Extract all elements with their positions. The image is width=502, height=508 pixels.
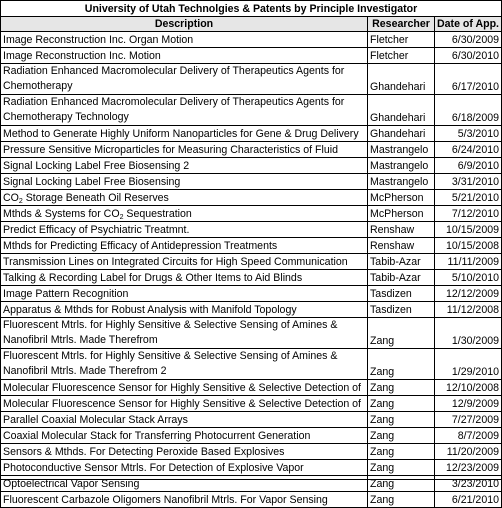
- researcher-cell: Zang: [368, 492, 435, 508]
- table-row: [1, 222, 502, 238]
- description-cell: $CO_2$ Storage Beneath Oil Reserves: [1, 190, 368, 206]
- date-cell: 12/9/2009: [435, 396, 502, 412]
- researcher-cell: Renshaw: [368, 238, 435, 254]
- researcher-cell: Tasdizen: [368, 302, 435, 318]
- researcher-cell: Zang: [368, 380, 435, 396]
- table-row: [1, 254, 502, 270]
- table-row: [1, 190, 502, 206]
- table-row: [1, 174, 502, 190]
- description-cell: Fluorescent Mtrls. for Highly Sensitive & Selective Sensing of Amines & Nanofibril Mtrls. Made Therefrom: [1, 318, 368, 349]
- description-cell: Optoelectrical Vapor Sensing: [1, 476, 368, 492]
- researcher-cell: Zang: [368, 412, 435, 428]
- researcher-cell: Tabib-Azar: [368, 254, 435, 270]
- table-row: [1, 95, 502, 126]
- table-row: [1, 286, 502, 302]
- date-cell: 6/30/2010: [435, 48, 502, 64]
- researcher-cell: Renshaw: [368, 222, 435, 238]
- researcher-cell: Zang: [368, 476, 435, 492]
- date-cell: 12/12/2009: [435, 286, 502, 302]
- researcher-cell: Zang: [368, 444, 435, 460]
- researcher-cell: Zang: [368, 460, 435, 476]
- table-row: [1, 380, 502, 396]
- description-cell: Image Reconstruction Inc. Organ Motion: [1, 32, 368, 48]
- description-cell: Talking & Recording Label for Drugs & Other Items to Aid Blinds: [1, 270, 368, 286]
- date-cell: 5/21/2010: [435, 190, 502, 206]
- date-cell: 6/9/2010: [435, 158, 502, 174]
- description-cell: Image Reconstruction Inc. Motion: [1, 48, 368, 64]
- table-row: [1, 412, 502, 428]
- date-cell: 8/7/2009: [435, 428, 502, 444]
- description-cell: Radiation Enhanced Macromolecular Delivery of Therapeutics Agents for Chemotherapy Technology: [1, 95, 368, 126]
- researcher-cell: Zang: [368, 428, 435, 444]
- column-header-description: Description: [1, 17, 368, 32]
- table-row: [1, 158, 502, 174]
- column-header-date: Date of App.: [435, 17, 502, 32]
- date-cell: 12/23/2009: [435, 460, 502, 476]
- table-row: [1, 428, 502, 444]
- column-header-researcher: Researcher: [368, 17, 435, 32]
- date-cell: 11/12/2008: [435, 302, 502, 318]
- researcher-cell: Mastrangelo: [368, 142, 435, 158]
- description-cell: Transmission Lines on Integrated Circuits for High Speed Communication: [1, 254, 368, 270]
- table-row: [1, 302, 502, 318]
- researcher-cell: Fletcher: [368, 48, 435, 64]
- table-row: [1, 32, 502, 48]
- description-cell: Signal Locking Label Free Biosensing: [1, 174, 368, 190]
- date-cell: 7/27/2009: [435, 412, 502, 428]
- table-row: [1, 349, 502, 380]
- header-row: [1, 17, 502, 32]
- description-cell: Pressure Sensitive Microparticles for Measuring Characteristics of Fluid: [1, 142, 368, 158]
- description-cell: Molecular Fluorescence Sensor for Highly Sensitive & Selective Detection of: [1, 396, 368, 412]
- description-cell: Mthds & Systems for $CO_2$ Sequestration: [1, 206, 368, 222]
- table-row: [1, 318, 502, 349]
- date-cell: 1/29/2010: [435, 349, 502, 380]
- table-row: [1, 142, 502, 158]
- researcher-cell: Ghandehari: [368, 95, 435, 126]
- date-cell: 6/17/2010: [435, 64, 502, 95]
- table-row: [1, 126, 502, 142]
- table-row: [1, 270, 502, 286]
- table-row: [1, 460, 502, 476]
- date-cell: 6/18/2009: [435, 95, 502, 126]
- researcher-cell: Zang: [368, 349, 435, 380]
- date-cell: 11/11/2009: [435, 254, 502, 270]
- description-cell: Parallel Coaxial Molecular Stack Arrays: [1, 412, 368, 428]
- table-row: [1, 64, 502, 95]
- description-cell: Fluorescent Mtrls. for Highly Sensitive & Selective Sensing of Amines & Nanofibril Mtrls. Made Therefrom 2: [1, 349, 368, 380]
- date-cell: 6/21/2010: [435, 492, 502, 508]
- table-row: [1, 444, 502, 460]
- description-cell: Method to Generate Highly Uniform Nanoparticles for Gene & Drug Delivery: [1, 126, 368, 142]
- date-cell: 3/23/2010: [435, 476, 502, 492]
- sheet-title: University of Utah Technolgies & Patents by Principle Investigator: [1, 1, 502, 17]
- date-cell: 1/30/2009: [435, 318, 502, 349]
- researcher-cell: Fletcher: [368, 32, 435, 48]
- table-row: [1, 396, 502, 412]
- date-cell: 5/3/2010: [435, 126, 502, 142]
- researcher-cell: Mastrangelo: [368, 174, 435, 190]
- researcher-cell: Tabib-Azar: [368, 270, 435, 286]
- description-cell: Sensors & Mthds. For Detecting Peroxide Based Explosives: [1, 444, 368, 460]
- description-cell: Coaxial Molecular Stack for Transferring Photocurrent Generation: [1, 428, 368, 444]
- date-cell: 5/10/2010: [435, 270, 502, 286]
- description-cell: Image Pattern Recognition: [1, 286, 368, 302]
- date-cell: 7/12/2010: [435, 206, 502, 222]
- researcher-cell: McPherson: [368, 190, 435, 206]
- date-cell: 12/10/2008: [435, 380, 502, 396]
- date-cell: 10/15/2008: [435, 238, 502, 254]
- researcher-cell: Tasdizen: [368, 286, 435, 302]
- researcher-cell: McPherson: [368, 206, 435, 222]
- researcher-cell: Zang: [368, 396, 435, 412]
- researcher-cell: Ghandehari: [368, 64, 435, 95]
- description-cell: Apparatus & Mthds for Robust Analysis with Manifold Topology: [1, 302, 368, 318]
- description-cell: Radiation Enhanced Macromolecular Delivery of Therapeutics Agents for Chemotherapy: [1, 64, 368, 95]
- table-row: [1, 206, 502, 222]
- date-cell: 6/30/2009: [435, 32, 502, 48]
- researcher-cell: Ghandehari: [368, 126, 435, 142]
- researcher-cell: Mastrangelo: [368, 158, 435, 174]
- description-cell: Predict Efficacy of Psychiatric Treatmnt.: [1, 222, 368, 238]
- date-cell: 11/20/2009: [435, 444, 502, 460]
- researcher-cell: Zang: [368, 318, 435, 349]
- date-cell: 6/24/2010: [435, 142, 502, 158]
- table-body: [1, 32, 502, 508]
- description-cell: Molecular Fluorescence Sensor for Highly Sensitive & Selective Detection of: [1, 380, 368, 396]
- table-row: [1, 238, 502, 254]
- date-cell: 10/15/2009: [435, 222, 502, 238]
- description-cell: Photoconductive Sensor Mtrls. For Detection of Explosive Vapor: [1, 460, 368, 476]
- description-cell: Signal Locking Label Free Biosensing 2: [1, 158, 368, 174]
- date-cell: 3/31/2010: [435, 174, 502, 190]
- description-cell: Fluorescent Carbazole Oligomers Nanofibril Mtrls. For Vapor Sensing: [1, 492, 368, 508]
- table-row: [1, 48, 502, 64]
- table-row: [1, 492, 502, 508]
- description-cell: Mthds for Predicting Efficacy of Antidepression Treatments: [1, 238, 368, 254]
- table-row: [1, 476, 502, 492]
